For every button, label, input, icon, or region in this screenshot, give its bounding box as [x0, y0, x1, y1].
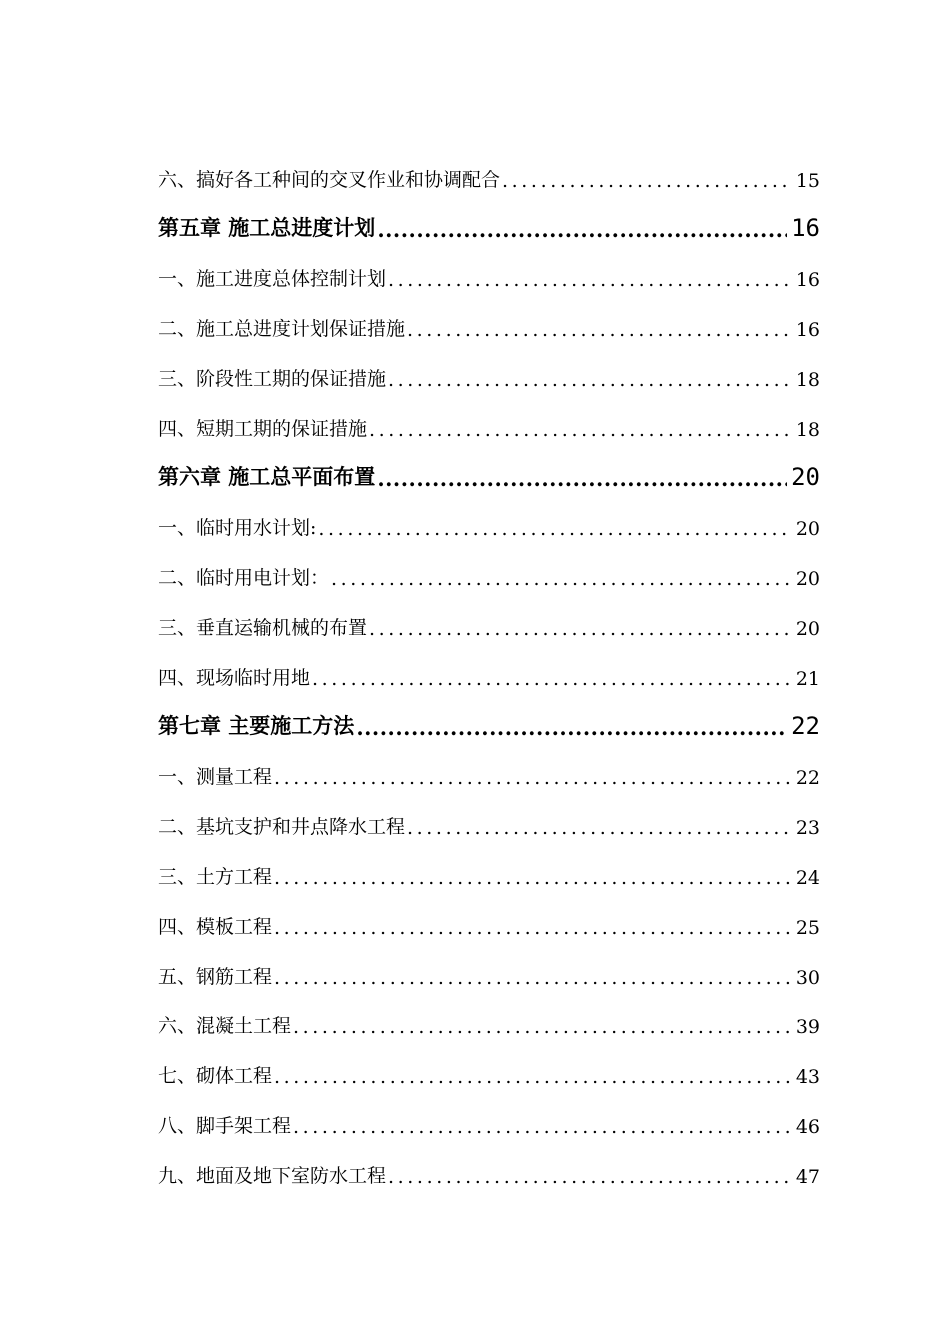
toc-entry-row[interactable] [158, 343, 820, 393]
toc-page-number: 47 [795, 1165, 820, 1188]
toc-entry-title: 二、基坑支护和井点降水工程 [158, 816, 406, 839]
toc-entry-row[interactable] [158, 841, 820, 891]
toc-dot-leader [388, 369, 792, 393]
toc-dot-leader [369, 618, 792, 642]
toc-entry-row[interactable] [158, 1090, 820, 1140]
toc-dot-leader [318, 518, 791, 542]
toc-entry-row[interactable] [158, 592, 820, 642]
toc-entry-row[interactable] [158, 742, 820, 792]
toc-chapter-title: 第六章 施工总平面布置 [158, 463, 376, 489]
toc-entry-title: 一、临时用水计划: [158, 517, 317, 540]
toc-entry-row[interactable] [158, 1040, 820, 1090]
toc-entry-title: 四、短期工期的保证措施 [158, 417, 368, 440]
toc-entry-row[interactable] [158, 293, 820, 343]
toc-page-number: 16 [795, 319, 820, 342]
toc-dot-leader [407, 319, 792, 343]
toc-entry-title: 四、模板工程 [158, 915, 273, 938]
toc-entry-row[interactable] [158, 144, 820, 194]
toc-entry-row[interactable] [158, 244, 820, 294]
toc-entry-title: 一、测量工程 [158, 766, 273, 789]
toc-chapter-row[interactable] [158, 692, 820, 742]
toc-entry-row[interactable] [158, 542, 820, 592]
toc-dot-leader [369, 419, 792, 443]
toc-entry-title: 一、施工进度总体控制计划 [158, 268, 387, 291]
toc-entry-title: 八、脚手架工程 [158, 1114, 292, 1137]
toc-entry-row[interactable] [158, 891, 820, 941]
toc-dot-leader [293, 1016, 792, 1040]
toc-entry-title: 三、阶段性工期的保证措施 [158, 367, 387, 390]
toc-dot-leader [407, 817, 792, 841]
toc-dot-leader [312, 668, 792, 692]
toc-entry-title: 三、垂直运输机械的布置 [158, 616, 368, 639]
toc-page-number: 39 [795, 1016, 820, 1039]
toc-page-number: 20 [795, 617, 820, 640]
toc-chapter-title: 第七章 主要施工方法 [158, 712, 355, 738]
toc-dot-leader [356, 715, 787, 742]
toc-entry-title: 六、搞好各工种间的交叉作业和协调配合 [158, 168, 501, 191]
toc-page-number: 18 [795, 368, 820, 391]
toc-entry-title: 四、现场临时用地 [158, 666, 311, 689]
toc-page-number: 23 [795, 817, 820, 840]
toc-page-number: 30 [795, 966, 820, 989]
toc-page-number: 18 [795, 418, 820, 441]
toc-dot-leader [274, 967, 792, 991]
toc-page-number: 20 [795, 518, 820, 541]
toc-page-number: 43 [795, 1066, 820, 1089]
toc-page-number: 46 [795, 1115, 820, 1138]
toc-chapter-row[interactable] [158, 194, 820, 244]
toc-page-number: 24 [795, 866, 820, 889]
toc-chapter-title: 第五章 施工总进度计划 [158, 214, 376, 240]
toc-entry-row[interactable] [158, 393, 820, 443]
toc-chapter-row[interactable] [158, 443, 820, 493]
toc-dot-leader [502, 170, 792, 194]
toc-entry-title: 二、临时用电计划： [158, 567, 330, 590]
toc-dot-leader [377, 217, 787, 244]
toc-page-number: 21 [795, 667, 820, 690]
toc-dot-leader [293, 1116, 792, 1140]
toc-page-number: 25 [795, 916, 820, 939]
toc-page-number: 20 [795, 568, 820, 591]
toc-page-number: 22 [795, 767, 820, 790]
toc-page-number: 15 [795, 169, 820, 192]
toc-entry-title: 七、砌体工程 [158, 1065, 273, 1088]
toc-dot-leader [274, 917, 792, 941]
toc-entry-row[interactable] [158, 1140, 820, 1190]
toc-page-number: 16 [795, 269, 820, 292]
toc-dot-leader [274, 867, 792, 891]
toc-entry-row[interactable] [158, 941, 820, 991]
toc-dot-leader [274, 767, 792, 791]
toc-entry-title: 六、混凝土工程 [158, 1015, 292, 1038]
toc-dot-leader [331, 568, 792, 592]
toc-page-number: 22 [791, 711, 820, 740]
toc-entry-title: 二、施工总进度计划保证措施 [158, 318, 406, 341]
table-of-contents [158, 144, 820, 1190]
toc-dot-leader [388, 1166, 792, 1190]
toc-dot-leader [377, 466, 787, 493]
toc-page-number: 16 [791, 213, 820, 242]
toc-entry-row[interactable] [158, 642, 820, 692]
toc-dot-leader [388, 269, 792, 293]
toc-entry-title: 三、土方工程 [158, 865, 273, 888]
toc-page-number: 20 [791, 462, 820, 491]
toc-entry-row[interactable] [158, 493, 820, 543]
toc-dot-leader [274, 1066, 792, 1090]
toc-entry-title: 五、钢筋工程 [158, 965, 273, 988]
toc-entry-title: 九、地面及地下室防水工程 [158, 1164, 387, 1187]
toc-entry-row[interactable] [158, 991, 820, 1041]
toc-entry-row[interactable] [158, 791, 820, 841]
